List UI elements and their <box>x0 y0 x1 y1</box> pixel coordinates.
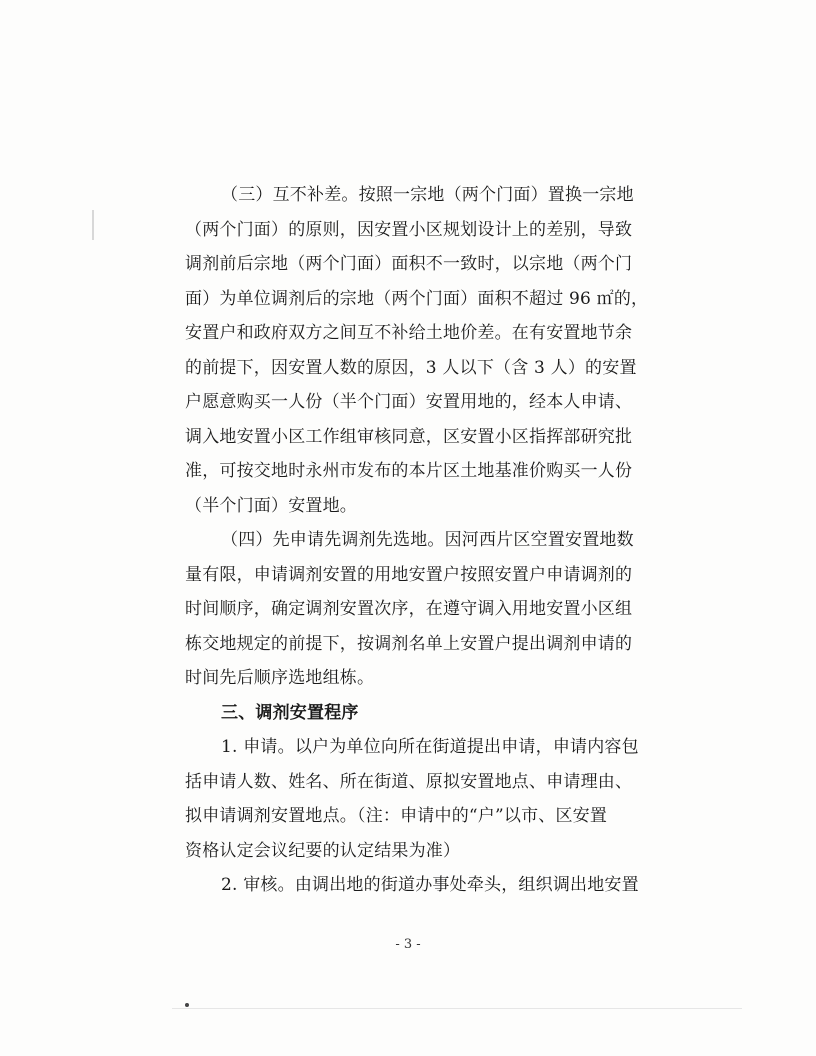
paragraph-line: （四）先申请先调剂先选地。因河西片区空置安置地数 <box>221 530 634 550</box>
paragraph-line: 资格认定会议纪要的认定结果为准） <box>185 840 461 861</box>
paragraph-line: 的前提下，因安置人数的原因，3 人以下（含 3 人）的安置 <box>185 357 637 378</box>
paragraph-line: （两个门面）的原则，因安置小区规划设计上的差别，导致 <box>185 219 633 240</box>
paragraph-line: 时间先后顺序选地组栋。 <box>185 668 375 688</box>
section-heading: 三、调剂安置程序 <box>221 702 359 723</box>
paragraph-line: 2. 审核。由调出地的街道办事处牵头，组织调出地安置 <box>221 875 639 895</box>
paragraph-line: 面）为单位调剂后的宗地（两个门面）面积不超过 96 ㎡的， <box>185 288 649 309</box>
paragraph-line: 括申请人数、姓名、所在街道、原拟安置地点、申请理由、 <box>185 771 633 792</box>
scan-edge-line <box>172 1008 742 1009</box>
paragraph-line: 拟申请调剂安置地点。（注：申请中的“户”以市、区安置 <box>185 806 608 826</box>
scan-artifact-dot <box>185 1003 189 1007</box>
scan-artifact <box>92 210 94 240</box>
paragraph-line: （三）互不补差。按照一宗地（两个门面）置换一宗地 <box>221 185 634 205</box>
paragraph-line: 户愿意购买一人份（半个门面）安置用地的，经本人申请、 <box>185 392 633 412</box>
paragraph-line: 调剂前后宗地（两个门面）面积不一致时，以宗地（两个门 <box>185 254 633 274</box>
paragraph-line: 量有限，申请调剂安置的用地安置户按照安置户申请调剂的 <box>185 564 633 585</box>
paragraph-line: 时间顺序，确定调剂安置次序，在遵守调入用地安置小区组 <box>185 599 633 619</box>
document-body <box>185 178 655 903</box>
paragraph-line: 安置户和政府双方之间互不补给土地价差。在有安置地节余 <box>185 323 633 343</box>
page-number: - 3 - <box>395 937 421 952</box>
paragraph-line: （半个门面）安置地。 <box>185 495 357 516</box>
paragraph-line: 1. 申请。以户为单位向所在街道提出申请，申请内容包 <box>221 737 639 757</box>
paragraph-line: 调入地安置小区工作组审核同意，区安置小区指挥部研究批 <box>185 426 633 447</box>
paragraph-line: 准，可按交地时永州市发布的本片区土地基准价购买一人份 <box>185 461 633 481</box>
paragraph-line: 栋交地规定的前提下，按调剂名单上安置户提出调剂申请的 <box>185 633 633 654</box>
